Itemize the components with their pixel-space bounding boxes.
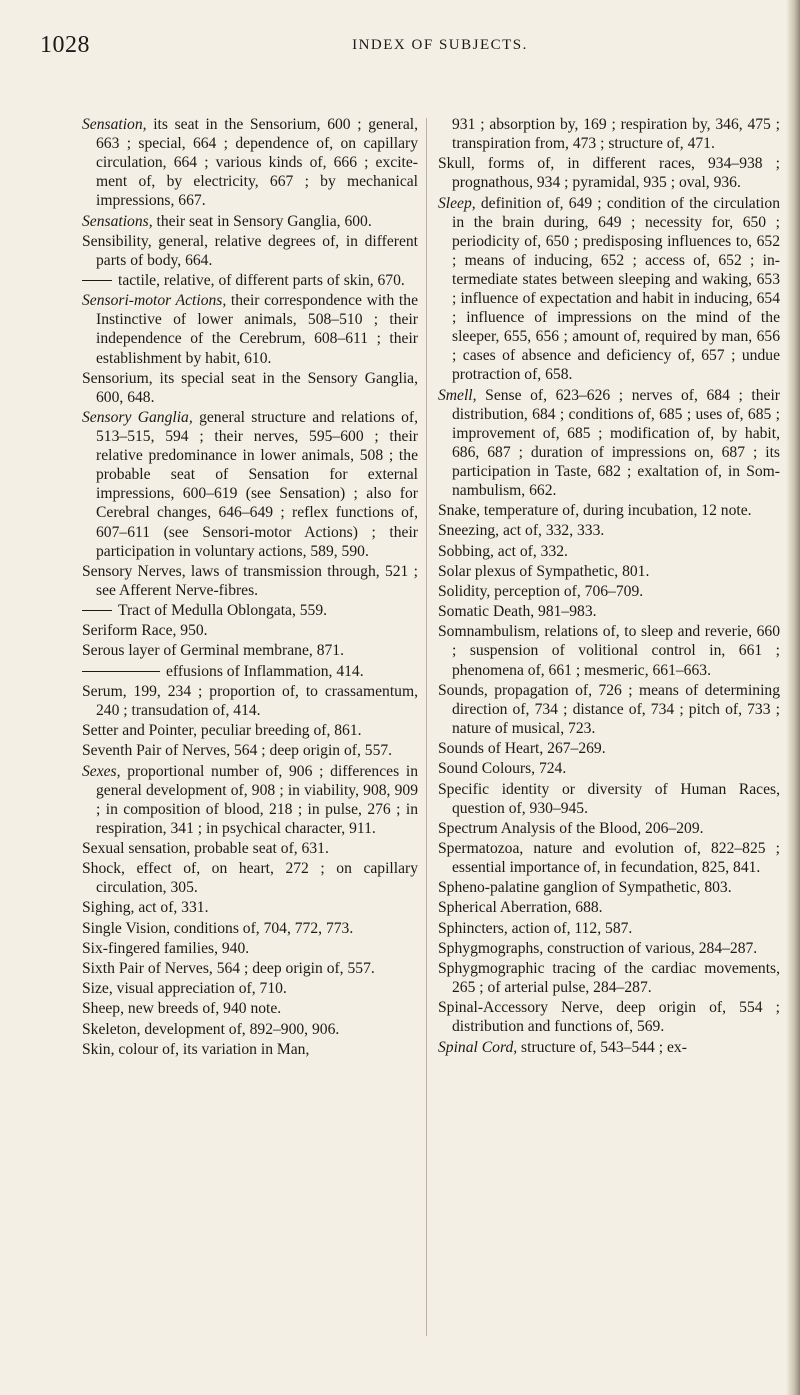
index-entry: [82, 721, 418, 740]
entry-text: definition of, 649 ; condition of the circulation in the brain during, 649 ; necessity for, 650 ; periodicity of, 650 ; predisposing influences to, 652 ; means of inducing, 652 ; access of, 652 ; intermediate states between sleeping and waking, 653 ; influence of expectation and habit in inducing, 654 ; influence of impressions on the mind of the sleeper, 655, 656 ; amount of, required by man, 656 ; cases of absence and deficiency of, 657 ; undue protraction of, 658.: [452, 194, 780, 384]
entry-heading: Sleep,: [438, 194, 476, 212]
index-entry: [82, 959, 418, 978]
entry-text: its seat in the Sensorium, 600 ; general, 663 ; special, 664 ; dependence of, on capillary circulation, 664 ; various kinds of, 666 ; excitement of, by electricity, 667 ; by mechanical impressions, 667.: [96, 116, 418, 210]
entry-text: Sensibility, general, relative degrees of, in different parts of body, 664.: [82, 232, 418, 269]
index-entry: [438, 154, 780, 192]
index-entry: [82, 1020, 418, 1039]
index-entry: [438, 1038, 780, 1057]
entry-text: structure of, 543–544 ; ex-: [517, 1038, 687, 1056]
entry-text: Skull, forms of, in different races, 934–938 ; prognathous, 934 ; pyramidal, 935 ; oval, 936.: [438, 155, 780, 192]
left-column: [82, 115, 418, 1060]
index-entry: [438, 939, 780, 958]
entry-text: tactile, relative, of different parts of skin, 670.: [118, 272, 405, 290]
entry-text: Sphygmographic tracing of the cardiac movements, 265 ; of arterial pulse, 284–287.: [438, 960, 780, 997]
index-entry: [438, 521, 780, 540]
entry-text: Sensorium, its special seat in the Sensory Ganglia, 600, 648.: [82, 369, 418, 406]
index-entry: [82, 839, 418, 858]
entry-text: Single Vision, conditions of, 704, 772, 773.: [82, 919, 354, 937]
entry-heading: Sensory Ganglia,: [82, 408, 193, 426]
entry-text: Skin, colour of, its variation in Man,: [82, 1040, 310, 1058]
entry-text: Serous layer of Germinal membrane, 871.: [82, 642, 344, 660]
entry-text: Sixth Pair of Nerves, 564 ; deep origin of, 557.: [82, 960, 375, 977]
column-divider: [426, 118, 427, 1336]
repeat-dash: [82, 671, 160, 672]
index-entry: [82, 408, 418, 561]
entry-heading: Sexes,: [82, 762, 121, 780]
entry-text: Sheep, new breeds of, 940 note.: [82, 1000, 282, 1018]
index-entry: [82, 369, 418, 407]
index-entry: [438, 582, 780, 601]
entry-text: Sobbing, act of, 332.: [438, 542, 568, 560]
index-entry: [438, 386, 780, 501]
entry-text: Specific identity or diversity of Human Races, question of, 930–945.: [438, 780, 780, 817]
index-entry: [82, 641, 418, 660]
entry-text: Solidity, perception of, 706–709.: [438, 583, 644, 600]
entry-text: Seventh Pair of Nerves, 564 ; deep origin of, 557.: [82, 742, 393, 760]
index-entry: [82, 232, 418, 270]
index-entry: [438, 681, 780, 738]
index-entry: [82, 662, 418, 681]
entry-text: Spermatozoa, nature and evolution of, 822–825 ; essential importance of, in fecundation, 825, 841.: [438, 839, 780, 877]
index-entry: [438, 562, 780, 581]
index-entry: [438, 194, 780, 385]
index-entry: [82, 212, 418, 231]
index-entry: [82, 741, 418, 760]
index-entry: [82, 939, 418, 958]
entry-text: Spectrum Analysis of the Blood, 206–209.: [438, 819, 704, 837]
entry-text: Snake, temperature of, during incubation, 12 note.: [438, 502, 752, 520]
right-column: [438, 115, 780, 1058]
entry-text: Somatic Death, 981–983.: [438, 603, 597, 621]
index-entry: [82, 999, 418, 1018]
index-entry: [438, 622, 780, 679]
entry-text: proportional number of, 906 ; differences in general development of, 908 ; in viability, 908, 909 ; in composition of blood, 218 ; in pulse, 276 ; in respiration, 341 ; in psychical character, 911.: [96, 762, 418, 837]
entry-text: Solar plexus of Sympathetic, 801.: [438, 562, 650, 580]
entry-heading: Sensori-motor Actions,: [82, 292, 227, 310]
entry-text: Sphygmographs, construction of various, 284–287.: [438, 939, 758, 957]
index-entry: [438, 898, 780, 917]
entry-text: their correspondence with the Instinctive of lower animals, 508–510 ; their independence of the Cerebrum, 608–611 ; their establishment by habit, 610.: [96, 292, 418, 367]
index-entry: [438, 959, 780, 997]
entry-text: their seat in Sensory Ganglia, 600.: [152, 212, 372, 230]
index-entry: [438, 780, 780, 818]
index-entry: [438, 501, 780, 520]
entry-text: Serum, 199, 234 ; proportion of, to crassamentum, 240 ; transudation of, 414.: [82, 682, 418, 719]
index-entry: [438, 998, 780, 1036]
repeat-dash: [82, 280, 112, 281]
index-entry: [82, 682, 418, 720]
index-entry: [82, 115, 418, 210]
page-number: 1028: [40, 32, 90, 58]
index-entry: [82, 979, 418, 998]
entry-text: effusions of Inflammation, 414.: [166, 662, 364, 680]
index-entry: [82, 859, 418, 897]
entry-text: Size, visual appreciation of, 710.: [82, 980, 287, 998]
entry-heading: Smell,: [438, 386, 477, 404]
entry-text: Sounds, propagation of, 726 ; means of determining direction of, 734 ; distance of, 734 ; pitch of, 733 ; nature of musical, 723.: [438, 681, 780, 737]
index-entry: [82, 762, 418, 838]
entry-text: Sounds of Heart, 267–269.: [438, 740, 606, 758]
index-entry: [438, 115, 780, 153]
entry-text: Sphincters, action of, 112, 587.: [438, 919, 633, 937]
index-entry: [438, 759, 780, 778]
index-entry: [82, 898, 418, 917]
index-entry: [438, 739, 780, 758]
entry-text: Spherical Aberration, 688.: [438, 899, 603, 917]
entry-text: Sneezing, act of, 332, 333.: [438, 522, 605, 540]
page-header: [40, 32, 760, 72]
entry-heading: Spinal Cord,: [438, 1038, 518, 1056]
index-entry: [438, 542, 780, 561]
entry-text: Sensory Nerves, laws of transmission through, 521 ; see Afferent Nerve-fibres.: [82, 562, 418, 599]
index-entry: [82, 919, 418, 938]
index-entry: [82, 562, 418, 600]
entry-text: Sighing, act of, 331.: [82, 899, 209, 917]
entry-text: Skeleton, development of, 892–900, 906.: [82, 1020, 340, 1038]
entry-text: Somnambulism, relations of, to sleep and reverie, 660 ; suspension of volitional control in, 661 ; phenomena of, 661 ; mesmeric, 661–663.: [438, 623, 780, 679]
index-entry: [82, 291, 418, 367]
entry-text: 931 ; absorption by, 169 ; respiration by, 346, 475 ; transpiration from, 473 ; structure of, 471.: [452, 116, 780, 153]
entry-heading: Sensations,: [82, 212, 153, 230]
index-entry: [82, 621, 418, 640]
entry-text: Setter and Pointer, peculiar breeding of, 861.: [82, 722, 362, 740]
repeat-dash: [82, 610, 112, 611]
index-entry: [82, 271, 418, 290]
index-entry: [438, 919, 780, 938]
entry-text: Six-fingered families, 940.: [82, 939, 250, 957]
index-entry: [438, 878, 780, 897]
entry-text: Spheno-palatine ganglion of Sympathetic, 803.: [438, 879, 732, 897]
entry-text: Seriform Race, 950.: [82, 622, 208, 640]
entry-text: Tract of Medulla Oblongata, 559.: [118, 602, 328, 620]
entry-text: Sound Colours, 724.: [438, 760, 567, 778]
index-entry: [438, 819, 780, 838]
entry-text: Shock, effect of, on heart, 272 ; on capillary circulation, 305.: [82, 860, 418, 897]
entry-text: Sexual sensation, probable seat of, 631.: [82, 839, 329, 857]
entry-text: Spinal-Accessory Nerve, deep origin of, 554 ; distribution and functions of, 569.: [438, 999, 780, 1036]
running-head: INDEX OF SUBJECTS.: [352, 37, 528, 53]
entry-heading: Sensation,: [82, 116, 147, 133]
index-entry: [82, 1040, 418, 1059]
entry-text: general structure and relations of, 513–515, 594 ; their nerves, 595–600 ; their relative predominance in lower animals, 508 ; the probable seat of Sensation for external impressions, 600–619 (see Sensation) ; also for Cerebral changes, 646–649 ; reflex functions of, 607–611 (see Sensori-motor Actions) ; their participation in voluntary actions, 589, 590.: [96, 408, 419, 560]
page-edge-shadow: [786, 0, 800, 1395]
index-entry: [82, 601, 418, 620]
entry-text: Sense of, 623–626 ; nerves of, 684 ; their distribution, 684 ; conditions of, 685 ; uses of, 685 ; improvement of, 685 ; modification of, by habit, 686, 687 ; duration of impressions on, 687 ; its participation in Taste, 682 ; exaltation of, in Somnambulism, 662.: [452, 386, 780, 500]
index-entry: [438, 839, 780, 877]
index-entry: [438, 602, 780, 621]
